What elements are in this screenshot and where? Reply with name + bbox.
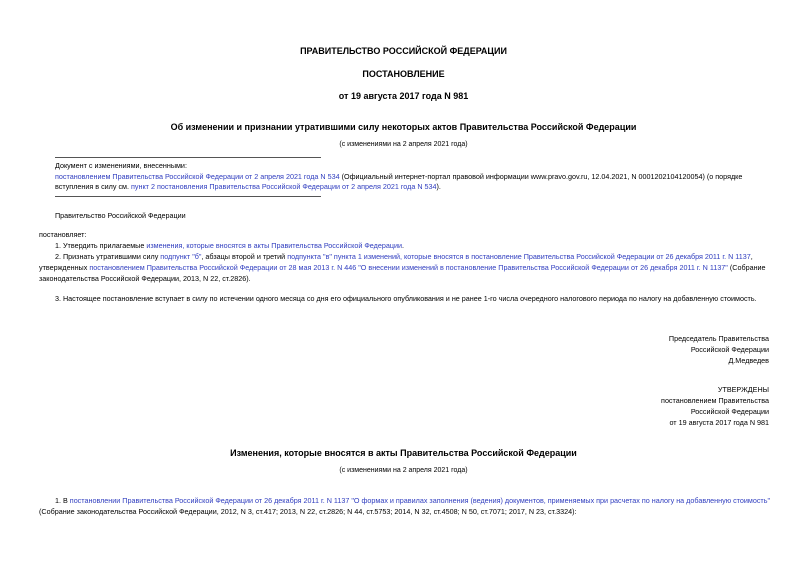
- paragraph-2-line3: законодательства Российской Федерации, 2013, N 22, ст.2826).: [39, 274, 251, 283]
- annex-title: Изменения, которые вносятся в акты Правительства Российской Федерации: [230, 448, 577, 458]
- approved-line3: Российской Федерации: [690, 407, 769, 416]
- p1-suffix: .: [401, 241, 404, 250]
- changes-box-line2: [55, 181, 770, 192]
- p2-a: 2. Признать утратившими силу: [55, 252, 161, 261]
- paragraph-1: [55, 240, 404, 251]
- annex-revision: (с изменениями на 2 апреля 2021 года): [339, 467, 468, 474]
- doc-type-heading: ПОСТАНОВЛЕНИЕ: [362, 69, 445, 79]
- changes-link-534[interactable]: постановлением Правительства Российской Федерации от 2 апреля 2021 года N 534: [55, 172, 340, 181]
- paragraph-2-line1: [55, 251, 753, 262]
- approved-line2: постановлением Правительства: [661, 396, 769, 405]
- annex-item1-line1: [55, 495, 770, 506]
- signature-line1: Председатель Правительства: [668, 334, 769, 343]
- changes-text3: ).: [436, 182, 441, 191]
- changes-box-top-rule: [55, 157, 321, 158]
- document-title: Об изменении и признании утратившими силу некоторых актов Правительства Российской Федерации: [170, 122, 637, 132]
- revision-note: (с изменениями на 2 апреля 2021 года): [339, 141, 468, 148]
- changes-box-intro: Документ с изменениями, внесенными:: [55, 161, 187, 170]
- annex-item1-line2: (Собрание законодательства Российской Федерации, 2012, N 3, ст.417; 2013, N 22, ст.2826; N 44, ст.5753; 2014, N 32, ст.4508; N 50, ст.7071; 2017, N 23, ст.3324):: [39, 507, 577, 516]
- p2-link-446[interactable]: постановлением Правительства Российской Федерации от 28 мая 2013 г. N 446 "О внесении изменений в постановление Правительства Российской Федерации от 26 декабря 2011 г. N 1137": [89, 263, 728, 272]
- changes-box-bottom-rule: [55, 196, 321, 197]
- changes-text1: (Официальный интернет-портал правовой информации www.pravo.gov.ru, 12.04.2021, N 0001202104120054) (о порядке: [339, 172, 743, 181]
- paragraph-2-line2: [39, 262, 766, 273]
- paragraph-3: 3. Настоящее постановление вступает в силу по истечении одного месяца со дня его официального опубликования и не ранее 1-го числа очередного налогового периода по налогу на добавленную стоимость.: [55, 294, 757, 303]
- signature-block: [560, 333, 769, 366]
- p2-b: , абзацы второй и третий: [201, 252, 288, 261]
- p1-prefix: 1. Утвердить прилагаемые: [55, 241, 147, 250]
- annex-item1-prefix: 1. В: [55, 496, 70, 505]
- changes-text2: вступления в силу см.: [55, 182, 131, 191]
- signature-line2: Российской Федерации: [690, 345, 769, 354]
- approved-line4: от 19 августа 2017 года N 981: [669, 418, 769, 427]
- government-heading: ПРАВИТЕЛЬСТВО РОССИЙСКОЙ ФЕДЕРАЦИИ: [300, 46, 507, 56]
- changes-link-point2[interactable]: пункт 2 постановления Правительства Российской Федерации от 2 апреля 2021 года N 534: [131, 182, 437, 191]
- date-number-heading: от 19 августа 2017 года N 981: [338, 91, 469, 101]
- approved-block: [560, 384, 769, 428]
- p2-e: (Собрание: [727, 263, 766, 272]
- approved-line1: УТВЕРЖДЕНЫ: [717, 385, 769, 394]
- p2-d: утвержденных: [39, 263, 90, 272]
- annex-item1-link-1137[interactable]: постановлении Правительства Российской Федерации от 26 декабря 2011 г. N 1137 "О формах и правилах заполнения (ведения) документов, применяемых при расчетах по налогу на добавленную стоимость": [69, 496, 771, 505]
- decides: постановляет:: [39, 230, 87, 239]
- issuer: Правительство Российской Федерации: [55, 211, 186, 220]
- p1-link-changes[interactable]: изменения, которые вносятся в акты Правительства Российской Федерации: [146, 241, 402, 250]
- p2-c: ,: [750, 252, 753, 261]
- signature-line3: Д.Медведев: [728, 356, 769, 365]
- p2-link-subpoint-v[interactable]: подпункта "в" пункта 1 изменений, которые вносятся в постановление Правительства Российской Федерации от 26 декабря 2011 г. N 1137: [287, 252, 751, 261]
- p2-link-subpoint-b[interactable]: подпункт "б": [160, 252, 202, 261]
